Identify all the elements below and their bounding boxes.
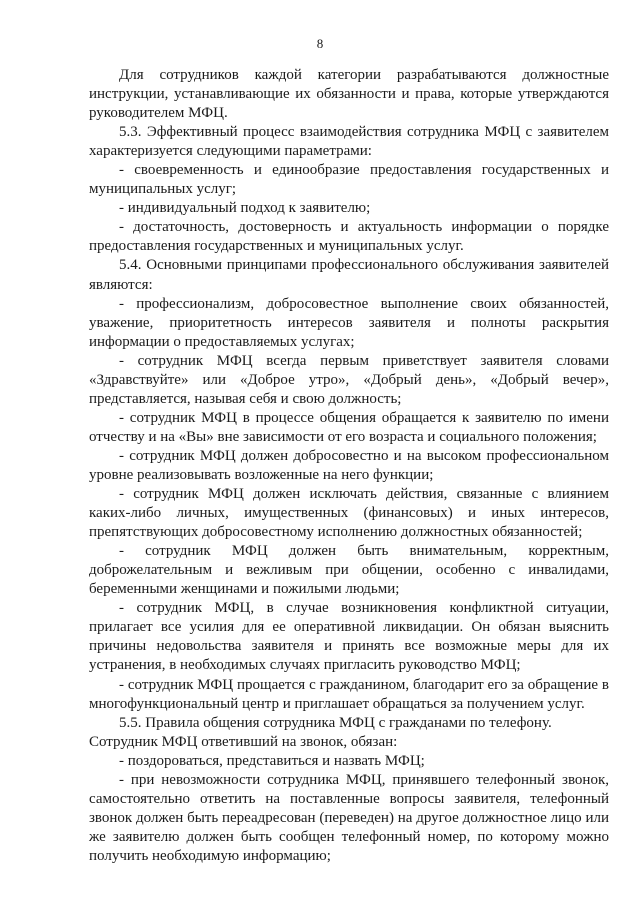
paragraph-5-3: 5.3. Эффективный процесс взаимодействия сотрудника МФЦ с заявителем характеризуется следующими параметрами:: [89, 124, 609, 160]
list-item: - своевременность и единообразие предоставления государственных и муниципальных услуг;: [89, 162, 609, 198]
list-item: - сотрудник МФЦ всегда первым приветствует заявителя словами «Здравствуйте» или «Доброе утро», «Добрый день», «Добрый вечер», представляется, называя себя и свою должность;: [89, 352, 609, 407]
page-number: 8: [316, 36, 324, 51]
list-item: - сотрудник МФЦ в процессе общения обращается к заявителю по имени отчеству и на «Вы» вне зависимости от его возраста и социального положения;: [89, 409, 609, 445]
list-item: - сотрудник МФЦ, в случае возникновения конфликтной ситуации, прилагает все усилия для ее оперативной ликвидации. Он обязан выяснить причины недовольства заявителя и принять все возможные меры для их устранения, в необходимых случаях пригласить руководство МФЦ;: [89, 600, 609, 674]
paragraph-5-5: 5.5. Правила общения сотрудника МФЦ с гражданами по телефону.: [119, 714, 552, 731]
paragraph-operator-duties: Сотрудник МФЦ ответивший на звонок, обязан:: [89, 733, 398, 750]
list-item: - достаточность, достоверность и актуальность информации о порядке предоставления государственных и муниципальных услуг.: [89, 219, 609, 255]
document-body: [89, 66, 609, 866]
paragraph-job-instructions: Для сотрудников каждой категории разрабатываются должностные инструкции, устанавливающие их обязанности и права, которые утверждаются руководителем МФЦ.: [89, 67, 609, 122]
paragraph-5-4: 5.4. Основными принципами профессионального обслуживания заявителей являются:: [89, 257, 609, 293]
list-item: - сотрудник МФЦ должен быть внимательным, корректным, доброжелательным и вежливым при общении, особенно с инвалидами, беременными женщинами и пожилыми людьми;: [89, 543, 609, 598]
list-item: - поздороваться, представиться и назвать МФЦ;: [119, 752, 425, 769]
list-item: - сотрудник МФЦ прощается с гражданином, благодарит его за обращение в многофункциональный центр и приглашает обращаться за получением услуг.: [89, 676, 609, 712]
list-item: - профессионализм, добросовестное выполнение своих обязанностей, уважение, приоритетность интересов заявителя и полноты раскрытия информации о предоставляемых услугах;: [89, 295, 609, 350]
list-item: - сотрудник МФЦ должен добросовестно и на высоком профессиональном уровне реализовывать возложенные на него функции;: [89, 447, 609, 483]
list-item: - при невозможности сотрудника МФЦ, принявшего телефонный звонок, самостоятельно ответить на поставленные вопросы заявителя, телефонный звонок должен быть переадресован (переведен) на другое должностное лицо или же заявителю должен быть сообщен телефонный номер, по которому можно получить необходимую информацию;: [89, 771, 609, 864]
list-item: - сотрудник МФЦ должен исключать действия, связанные с влиянием каких-либо личных, имущественных (финансовых) и иных интересов, препятствующих добросовестному исполнению должностных обязанностей;: [89, 486, 609, 541]
list-item: - индивидуальный подход к заявителю;: [119, 200, 371, 217]
